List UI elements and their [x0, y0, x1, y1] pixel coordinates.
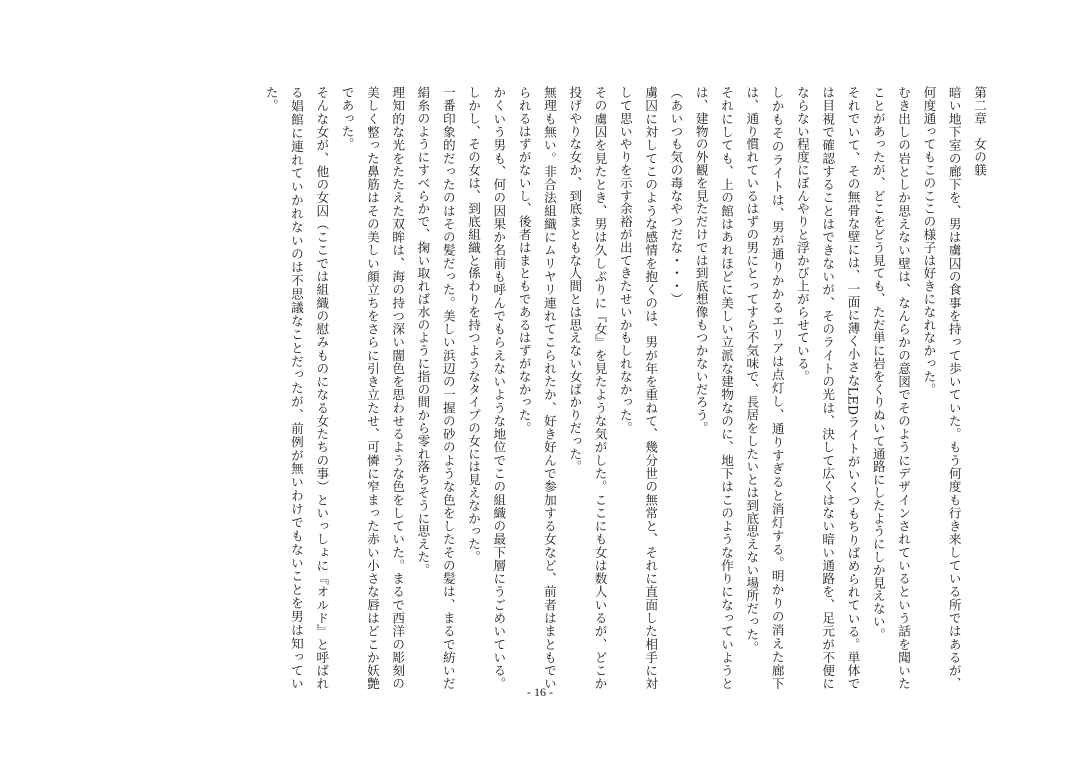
paragraph: 理知的な光をたたえた双眸は、海の持つ深い闇色を思わせるような色をしていた。まるで西洋の彫刻の美しく整った鼻筋はその美しい顔立ちをさらに引き立たせ、可憐に窄まった赤い小さな唇はどこか妖艶であった。 — [339, 86, 406, 690]
paragraph: それにしても、上の館はあれほどに美しい立派な建物なのに、地下はこのような作りになっていようとは、建物の外観を見ただけでは到底想像もつかないだろう。 — [693, 86, 735, 690]
paragraph: 一番印象的だったのはその髪だった。美しい浜辺の一握の砂のような色をしたその髪は、まるで紡いだ絹糸のようにすべらかで、掬い取れば水のように指の間から零れ落ちそうに思えた。 — [415, 86, 456, 690]
paragraph: （あいつも気の毒なやつだな・・・） — [668, 86, 684, 306]
chapter-title: 第二章 女の躾 — [972, 86, 987, 177]
paragraph: 無理も無い。非合法組織にムリヤリ連れてこられたか、好き好んで参加する女など、前者はまともでいられるはずがないし、後者はまともであるはずがなかった。 — [516, 86, 557, 690]
paragraph: むき出しの岩としか思えない壁は、なんらかの意図でそのようにデザインされているという話を聞いたことがあったが、どこをどう見ても、ただ単に岩をくりぬいて通路にしたようにしか見えない。 — [870, 86, 912, 690]
page-number: - 16 - — [527, 685, 553, 699]
paragraph: それでいて、その無骨な壁には、一面に薄く小さなLEDライトがいくつもちりばめられている。単体では目視で確認することはできないが、そのライトの光は、決して広くはない暗い通路を、足元が不便にならない程度にぼんやりと浮かび上がらせている。 — [794, 86, 861, 690]
paragraph: しかもそのライトは、男が通りかかるエリアは点灯し、通りすぎると消灯する。明かりの消えた廊下は、通り慣れているはずの男にとってすら不気味で、長居をしたいとは到底思えない場所だった。 — [744, 86, 785, 690]
paragraph: 虜囚に対してこのような感情を抱くのは、男が年を重ねて、幾分世の無常と、それに直面した相手に対して思いやりを示す余裕が出てきたせいかもしれなかった。 — [617, 86, 659, 690]
paragraph: 暗い地下室の廊下を、男は虜囚の食事を持って歩いていた。もう何度も行き来している所ではあるが、何度通ってもこのここの様子は好きになれなかった。 — [921, 86, 962, 690]
vertical-text-body — [258, 86, 992, 690]
paragraph: そんな女が、他の女囚（ここでは組織の慰みものになる女たちの事）といっしょに『オルド』と呼ばれる娼館に連れていかれないのは不思議なことだったが、前例が無いわけでもないことを男は知っていた。 — [263, 86, 330, 690]
paragraph: その虜囚を見たとき、男は久しぶりに『女』を見たような気がした。ここにも女は数人いるが、どこか投げやりな女か、到底まともな人間とは思えない女ばかりだった。 — [567, 86, 608, 690]
paragraph: かくいう男も、何の因果か名前も呼んでもらえないような地位でこの組織の最下層にうごめいている。しかし、その女は、到底組織と係わりを持つようなタイプの女には見えなかった。 — [466, 86, 507, 690]
